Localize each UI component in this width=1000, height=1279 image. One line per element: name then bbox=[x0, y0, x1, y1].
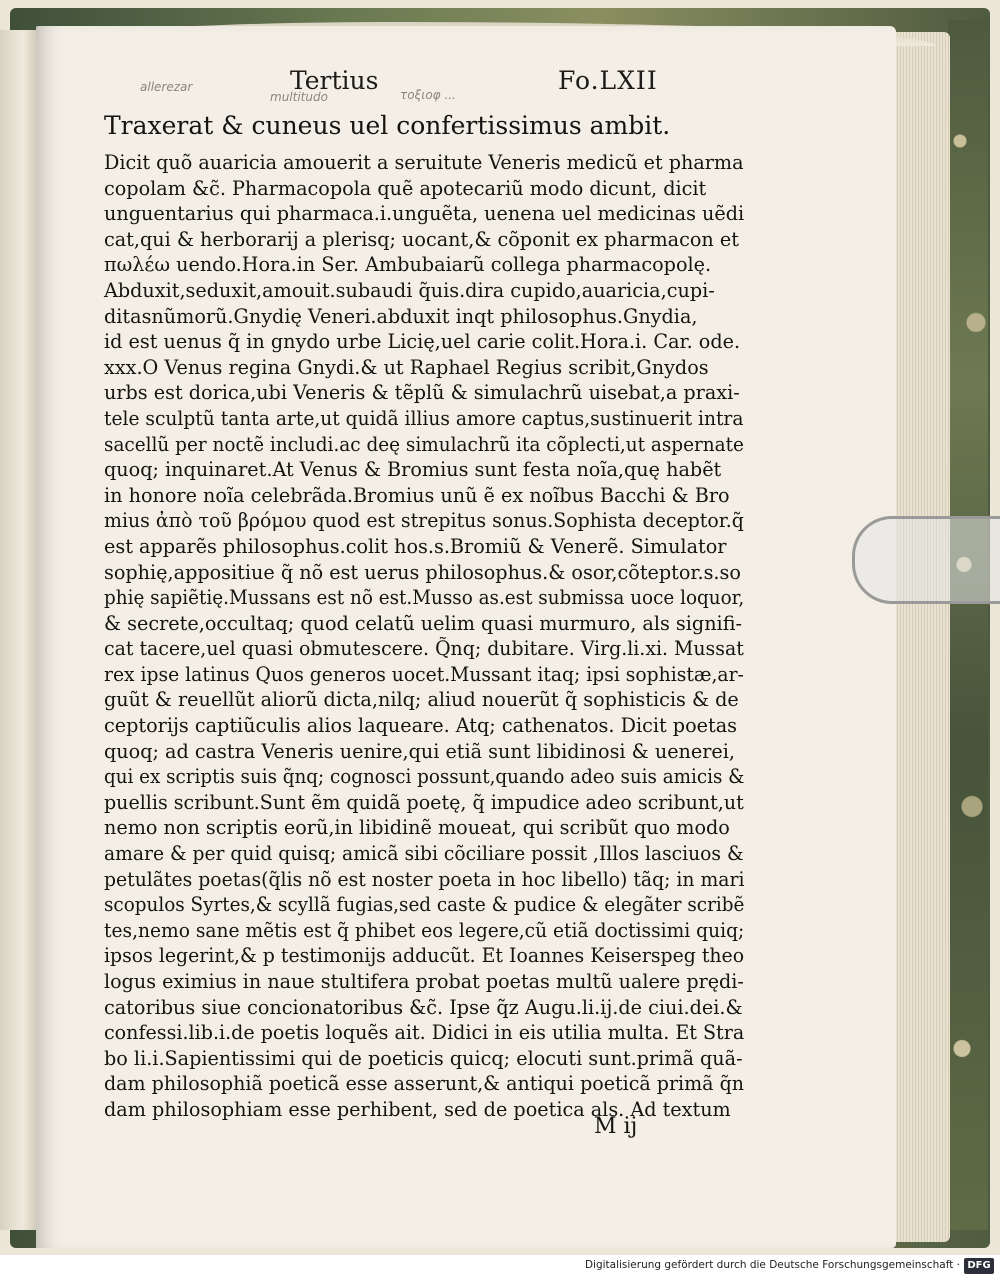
text-line: urbs est dorica,ubi Veneris & tẽplũ & simulachrũ uisebat,a praxi- bbox=[104, 381, 740, 405]
marbled-cover-edge bbox=[948, 20, 988, 1230]
verse-line: Traxerat & cuneus uel confertissimus ambit. bbox=[104, 111, 671, 140]
text-line: id est uenus q̃ in gnydo urbe Licię,uel carie colit.Hora.i. Car. ode. bbox=[104, 330, 741, 354]
text-line: logus eximius in naue stultifera probat poetas multũ ualere prędi- bbox=[104, 970, 744, 993]
text-line: mius ἀπὸ τοῦ βρόμου quod est strepitus sonus.Sophista deceptor.q̃ bbox=[104, 509, 744, 533]
text-line: xxx.O Venus regina Gnydi.& ut Raphael Regius scribit,Gnydos bbox=[104, 355, 709, 379]
footer-bar bbox=[0, 1255, 1000, 1279]
text-line: rex ipse latinus Quos generos uocet.Mussant itaq; ipsi sophistæ,ar- bbox=[104, 662, 744, 686]
text-line: catoribus siue concionatoribus &c̃. Ipse q̃z Augu.li.ij.de ciui.dei.& bbox=[104, 995, 743, 1019]
text-line: ceptorijs captiũculis alios laqueare. Atq; cathenatos. Dicit poetas bbox=[104, 714, 737, 738]
text-line: & secrete,occultaq; quod celatũ uelim quasi murmuro, als signifi- bbox=[104, 611, 742, 635]
text-line: sophię,appositiue q̃ nõ est uerus philosophus.& osor,cõteptor.s.so bbox=[104, 560, 741, 584]
margin-annotation: τοξιοφ ... bbox=[400, 88, 456, 102]
bookmark-clip bbox=[852, 516, 1000, 604]
footer-credit: Digitalisierung gefördert durch die Deutsche Forschungsgemeinschaft · bbox=[584, 1259, 960, 1271]
text-line: ipsos legerint,& p testimonijs adducũt. Et Ioannes Keiserspeg theo bbox=[104, 944, 745, 968]
text-line: copolam &c̃. Pharmacopola quẽ apotecariũ modo dicunt, dicit bbox=[104, 176, 707, 200]
text-line: cat,qui & herborarij a plerisq; uocant,& cõponit ex pharmacon et bbox=[104, 227, 739, 251]
text-line: puellis scribunt.Sunt ẽm quidã poetę, q̃ impudice adeo scribunt,ut bbox=[104, 790, 744, 814]
text-line: confessi.lib.i.de poetis loquẽs ait. Didici in eis utilia multa. Et Stra bbox=[104, 1021, 745, 1045]
text-line: ditasnũmorũ.Gnydię Veneri.abduxit inqt philosophus.Gnydia, bbox=[104, 304, 698, 328]
text-line: unguentarius qui pharmaca.i.unguẽta, uenena uel medicinas uẽdi bbox=[104, 202, 745, 226]
text-line: est apparẽs philosophus.colit hos.s.Bromiũ & Venerẽ. Simulator bbox=[104, 534, 727, 558]
folio-number: Fo.LXII bbox=[558, 66, 658, 95]
running-head-left: Tertius bbox=[290, 66, 379, 95]
text-line: Dicit quõ auaricia amouerit a seruitute Veneris medicũ et pharma bbox=[104, 151, 744, 174]
text-line: phię sapiẽtię.Mussans est nõ est.Musso as.est submissa uoce loquor, bbox=[104, 586, 745, 610]
text-line: scopulos Syrtes,& scyllã fugias,sed caste & pudice & elegãter scribẽ bbox=[104, 893, 745, 917]
text-line: cat tacere,uel quasi obmutescere. Q̃nq; dubitare. Virg.li.xi. Mussat bbox=[104, 637, 744, 661]
text-line: πωλέω uendo.Hora.in Ser. Ambubaiarũ collega pharmacopolę. bbox=[104, 253, 712, 277]
margin-annotation: multitudo bbox=[270, 90, 328, 104]
text-line: amare & per quid quisq; amicã sibi cõciliare possit ,Illos lasciuos & bbox=[104, 842, 744, 866]
text-line: petulãtes poetas(q̃lis nõ est noster poeta in hoc libello) tãq; in mari bbox=[104, 867, 745, 891]
text-line: quoq; inquinaret.At Venus & Bromius sunt festa noĩa,quę habẽt bbox=[104, 458, 722, 482]
text-line: tes,nemo sane mẽtis est q̃ phibet eos legere,cũ etiã doctissimi quiq; bbox=[104, 918, 745, 942]
commentary-text bbox=[104, 150, 744, 1123]
text-line: bo li.i.Sapientissimi qui de poeticis quicq; elocuti sunt.primã quã- bbox=[104, 1046, 743, 1070]
text-line: quoq; ad castra Veneris uenire,qui etiã sunt libidinosi & uenerei, bbox=[104, 739, 736, 763]
text-line: qui ex scriptis suis q̃nq; cognosci possunt,quando adeo suis amicis & bbox=[104, 765, 745, 789]
text-line: in honore noĩa celebrãda.Bromius unũ ẽ ex noĩbus Bacchi & Bro bbox=[104, 483, 730, 507]
signature-mark: M ij bbox=[594, 1114, 638, 1139]
text-line: nemo non scriptis eorũ,in libidinẽ moueat, qui scribũt quo modo bbox=[104, 816, 730, 840]
text-line: tele sculptũ tanta arte,ut quidã illius amore captus,sustinuerit intra bbox=[104, 406, 744, 430]
margin-annotation: allerezar bbox=[140, 80, 193, 94]
text-line: Abduxit,seduxit,amouit.subaudi q̃uis.dira cupido,auaricia,cupi- bbox=[104, 278, 715, 302]
left-page-edge bbox=[0, 30, 39, 1230]
text-line: dam philosophiam esse perhibent, sed de poetica als. Ad textum bbox=[104, 1097, 731, 1121]
running-head bbox=[290, 66, 690, 106]
text-line: guũt & reuellũt aliorũ dicta,nilq; aliud nouerũt q̃ sophisticis & de bbox=[104, 688, 739, 712]
text-line: sacellũ per noctẽ includi.ac deę simulachrũ ita cõplecti,ut aspernate bbox=[104, 432, 744, 456]
dfg-logo-icon: DFG bbox=[964, 1258, 994, 1274]
text-line: dam philosophiã poeticã esse asserunt,& antiqui poeticã primã q̃n bbox=[104, 1072, 745, 1096]
